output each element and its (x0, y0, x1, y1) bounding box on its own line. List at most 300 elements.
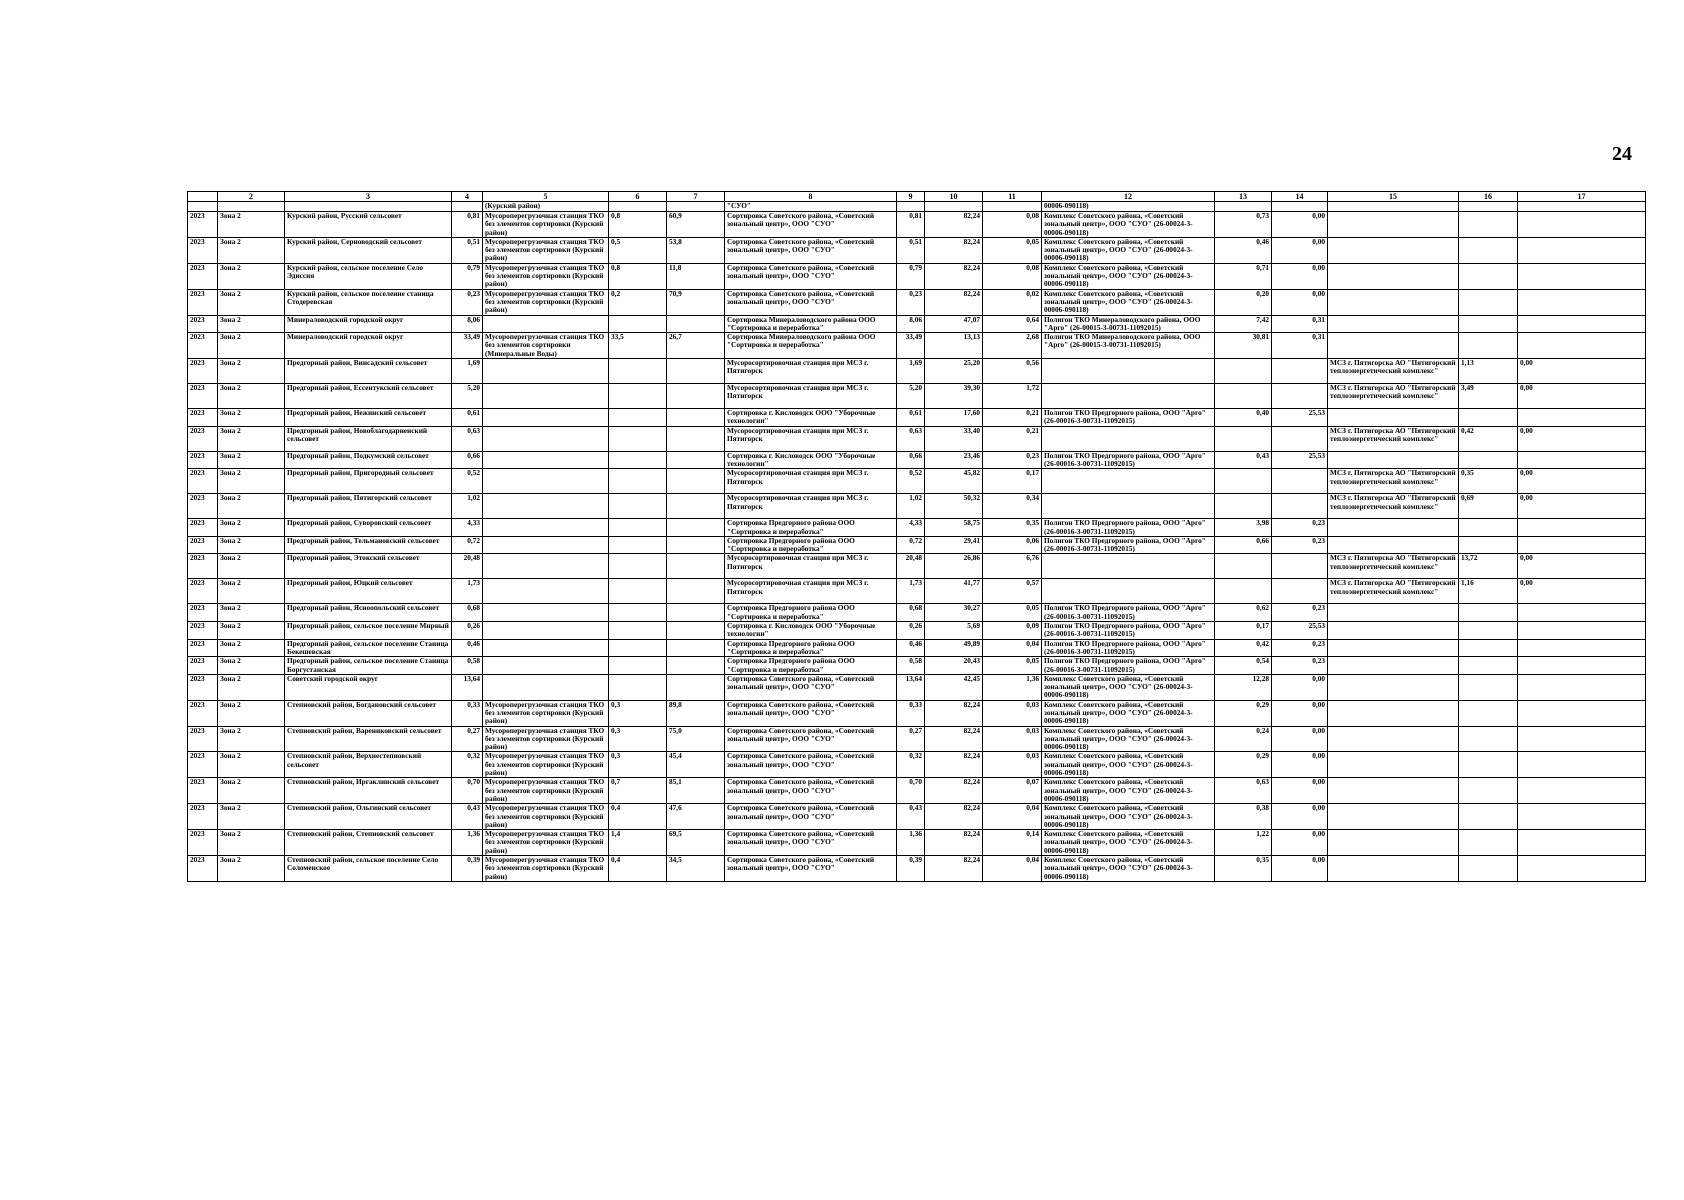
table-row (188, 778, 1646, 804)
table-cell-col-6 (609, 519, 667, 537)
table-cell-col-6: 33,5 (609, 333, 667, 359)
table-row (188, 639, 1646, 657)
table-cell-col-14: 0,00 (1272, 726, 1328, 752)
table-cell-col-16 (1459, 263, 1518, 289)
table-cell-col-1: 2023 (188, 830, 218, 856)
table-cell-col-16 (1459, 519, 1518, 537)
table-cell-col-10: 58,75 (925, 519, 983, 537)
table-cell-col-8: Сортировка Предгорного района ООО "Сортировка и переработка" (725, 519, 897, 537)
table-cell-col-17 (1518, 536, 1646, 554)
table-cell-col-10: 20,43 (925, 657, 983, 675)
table-cell-col-8: Сортировка Минераловодского района ООО "Сортировка и переработка" (725, 333, 897, 359)
table-cell-col-1: 2023 (188, 289, 218, 315)
column-header-7: 7 (667, 192, 725, 202)
table-cell-col-13: 0,43 (1215, 451, 1272, 469)
table-cell-col-7 (667, 469, 725, 494)
table-cell-col-5: Мусороперегрузочная станция ТКО без элементов сортировки (Курский район) (483, 804, 609, 830)
table-cell-col-6 (609, 469, 667, 494)
column-header-row (188, 192, 1646, 202)
table-cell-col-8: Мусоросортировочная станция при МСЗ г. Пятигорск (725, 554, 897, 579)
table-cell-col-6 (609, 426, 667, 451)
table-cell-col-3: Предгорный район, Суворовский сельсовет (285, 519, 452, 537)
table-cell-col-9: 0,23 (897, 289, 925, 315)
table-row (188, 674, 1646, 700)
table-cell-col-2: Зона 2 (218, 804, 285, 830)
table-cell-col-8: Сортировка Советского района, «Советский зональный центр», ООО "СУО" (725, 700, 897, 726)
table-cell-col-14 (1272, 579, 1328, 604)
table-cell-col-7: 85,1 (667, 778, 725, 804)
table-cell-col-8: Сортировка Советского района, «Советский зональный центр», ООО "СУО" (725, 830, 897, 856)
table-cell-col-17 (1518, 856, 1646, 882)
table-cell-col-11: 0,04 (983, 856, 1042, 882)
table-cell-col-12: Комплекс Советского района, «Советский зональный центр», ООО "СУО" (26-00024-3-00006-090118) (1042, 752, 1215, 778)
table-cell-col-16 (1459, 202, 1518, 212)
table-row (188, 830, 1646, 856)
table-cell-col-5 (483, 639, 609, 657)
table-cell-col-13: 0,54 (1215, 657, 1272, 675)
table-cell-col-15 (1328, 604, 1459, 622)
table-cell-col-4: 5,20 (452, 384, 483, 409)
table-cell-col-7 (667, 315, 725, 333)
table-cell-col-2: Зона 2 (218, 315, 285, 333)
table-cell-col-8: Сортировка Советского района, «Советский зональный центр», ООО "СУО" (725, 804, 897, 830)
table-cell-col-1: 2023 (188, 315, 218, 333)
table-cell-col-15 (1328, 830, 1459, 856)
table-cell-col-7: 89,8 (667, 700, 725, 726)
table-cell-col-15 (1328, 752, 1459, 778)
table-cell-col-12: Полигон ТКО Минераловодского района, ООО "Арго" (26-00015-3-00731-11092015) (1042, 315, 1215, 333)
table-cell-col-9: 0,52 (897, 469, 925, 494)
table-row (188, 469, 1646, 494)
table-cell-col-7: 34,5 (667, 856, 725, 882)
table-cell-col-7 (667, 409, 725, 427)
table-cell-col-5: Мусороперегрузочная станция ТКО без элементов сортировки (Курский район) (483, 237, 609, 263)
table-cell-col-5 (483, 519, 609, 537)
table-cell-col-3: Предгорный район, Этокский сельсовет (285, 554, 452, 579)
table-cell-col-11: 0,21 (983, 426, 1042, 451)
table-row (188, 409, 1646, 427)
column-header-11: 11 (983, 192, 1042, 202)
table-cell-col-11: 0,08 (983, 263, 1042, 289)
table-cell-col-10: 23,46 (925, 451, 983, 469)
table-row (188, 536, 1646, 554)
page-number: 24 (1612, 143, 1632, 165)
table-cell-col-15 (1328, 657, 1459, 675)
table-cell-col-1: 2023 (188, 554, 218, 579)
table-cell-col-15 (1328, 212, 1459, 238)
table-cell-col-3: Предгорный район, Нежинский сельсовет (285, 409, 452, 427)
table-cell-col-14 (1272, 426, 1328, 451)
table-cell-col-17 (1518, 700, 1646, 726)
table-cell-col-11: 0,06 (983, 536, 1042, 554)
table-cell-col-4: 0,43 (452, 804, 483, 830)
table-cell-col-12: Полигон ТКО Предгорного района, ООО "Арго" (26-00016-3-00731-11092015) (1042, 657, 1215, 675)
table-cell-col-14: 0,00 (1272, 830, 1328, 856)
table-cell-col-10: 29,41 (925, 536, 983, 554)
table-cell-col-7 (667, 202, 725, 212)
table-cell-col-11: 0,05 (983, 237, 1042, 263)
table-cell-col-17 (1518, 451, 1646, 469)
table-cell-col-4: 0,26 (452, 622, 483, 640)
table-cell-col-14 (1272, 384, 1328, 409)
table-cell-col-10: 25,20 (925, 359, 983, 384)
table-cell-col-4: 1,02 (452, 494, 483, 519)
table-cell-col-13 (1215, 554, 1272, 579)
table-cell-col-13: 12,28 (1215, 674, 1272, 700)
table-cell-col-1: 2023 (188, 700, 218, 726)
table-cell-col-3 (285, 202, 452, 212)
table-cell-col-15 (1328, 409, 1459, 427)
table-cell-col-11: 0,57 (983, 579, 1042, 604)
table-cell-col-16 (1459, 700, 1518, 726)
table-cell-col-9: 1,02 (897, 494, 925, 519)
table-cell-col-1: 2023 (188, 426, 218, 451)
table-row (188, 451, 1646, 469)
column-header-2: 2 (218, 192, 285, 202)
table-cell-col-13: 0,42 (1215, 639, 1272, 657)
table-cell-col-9: 0,46 (897, 639, 925, 657)
table-cell-col-6 (609, 494, 667, 519)
table-cell-col-8: Мусоросортировочная станция при МСЗ г. Пятигорск (725, 494, 897, 519)
table-cell-col-2: Зона 2 (218, 536, 285, 554)
table-cell-col-3: Степновский район, Иргаклинский сельсовет (285, 778, 452, 804)
table-cell-col-4: 4,33 (452, 519, 483, 537)
table-cell-col-12: Комплекс Советского района, «Советский зональный центр», ООО "СУО" (26-00024-3-00006-090118) (1042, 778, 1215, 804)
table-cell-col-7 (667, 554, 725, 579)
table-cell-col-2: Зона 2 (218, 604, 285, 622)
table-cell-col-3: Минераловодский городской округ (285, 333, 452, 359)
table-cell-col-11: 0,14 (983, 830, 1042, 856)
table-cell-col-3: Курский район, сельское поселение станица Стодеревская (285, 289, 452, 315)
table-cell-col-2: Зона 2 (218, 639, 285, 657)
table-cell-col-8: Сортировка Предгорного района ООО "Сортировка и переработка" (725, 657, 897, 675)
table-cell-col-4: 20,48 (452, 554, 483, 579)
table-cell-col-7: 11,8 (667, 263, 725, 289)
table-cell-col-5: Мусороперегрузочная станция ТКО без элементов сортировки (Минеральные Воды) (483, 333, 609, 359)
table-cell-col-13: 0,17 (1215, 622, 1272, 640)
table-cell-col-3: Предгорный район, Тельмановский сельсовет (285, 536, 452, 554)
column-header-3: 3 (285, 192, 452, 202)
table-cell-col-6: 0,2 (609, 289, 667, 315)
table-cell-col-5 (483, 657, 609, 675)
table-cell-col-2: Зона 2 (218, 359, 285, 384)
table-cell-col-8: Сортировка Советского района, «Советский зональный центр», ООО "СУО" (725, 856, 897, 882)
table-cell-col-4: 0,81 (452, 212, 483, 238)
table-cell-col-3: Предгорный район, Винсадский сельсовет (285, 359, 452, 384)
table-cell-col-5 (483, 384, 609, 409)
table-cell-col-9: 1,69 (897, 359, 925, 384)
table-cell-col-15 (1328, 726, 1459, 752)
table-cell-col-6 (609, 359, 667, 384)
table-cell-col-16 (1459, 212, 1518, 238)
table-cell-col-3: Советский городской округ (285, 674, 452, 700)
table-cell-col-5 (483, 622, 609, 640)
table-cell-col-15: МСЗ г. Пятигорска АО "Пятигорский теплоэнергетический комплекс" (1328, 494, 1459, 519)
table-cell-col-13: 0,29 (1215, 700, 1272, 726)
table-cell-col-10: 82,24 (925, 804, 983, 830)
table-cell-col-16: 1,16 (1459, 579, 1518, 604)
table-cell-col-14 (1272, 202, 1328, 212)
table-cell-col-11: 2,68 (983, 333, 1042, 359)
table-cell-col-17 (1518, 778, 1646, 804)
table-cell-col-14 (1272, 494, 1328, 519)
table-cell-col-6 (609, 451, 667, 469)
table-cell-col-1: 2023 (188, 726, 218, 752)
column-header-8: 8 (725, 192, 897, 202)
table-row (188, 519, 1646, 537)
table-cell-col-10: 82,24 (925, 263, 983, 289)
table-cell-col-10: 82,24 (925, 830, 983, 856)
table-cell-col-4: 0,66 (452, 451, 483, 469)
table-cell-col-7: 69,5 (667, 830, 725, 856)
table-cell-col-9: 0,27 (897, 726, 925, 752)
table-cell-col-15: МСЗ г. Пятигорска АО "Пятигорский теплоэнергетический комплекс" (1328, 359, 1459, 384)
table-cell-col-17 (1518, 830, 1646, 856)
table-cell-col-11: 0,17 (983, 469, 1042, 494)
table-cell-col-12: Полигон ТКО Предгорного района, ООО "Арго" (26-00016-3-00731-11092015) (1042, 622, 1215, 640)
table-cell-col-1: 2023 (188, 494, 218, 519)
table-cell-col-14: 25,53 (1272, 409, 1328, 427)
table-cell-col-12 (1042, 384, 1215, 409)
table-cell-col-12: Комплекс Советского района, «Советский зональный центр», ООО "СУО" (26-00024-3-00006-090118) (1042, 830, 1215, 856)
table-cell-col-4: 0,68 (452, 604, 483, 622)
table-cell-col-6: 0,3 (609, 726, 667, 752)
table-cell-col-4: 0,32 (452, 752, 483, 778)
table-cell-col-2: Зона 2 (218, 622, 285, 640)
table-cell-col-3: Предгорный район, сельское поселение Станица Боргустанская (285, 657, 452, 675)
table-cell-col-9: 8,06 (897, 315, 925, 333)
table-cell-col-5: Мусороперегрузочная станция ТКО без элементов сортировки (Курский район) (483, 752, 609, 778)
table-cell-col-4: 1,73 (452, 579, 483, 604)
table-cell-col-6: 0,4 (609, 856, 667, 882)
table-cell-col-1: 2023 (188, 804, 218, 830)
table-cell-col-15 (1328, 700, 1459, 726)
table-cell-col-5 (483, 604, 609, 622)
table-cell-col-17: 0,00 (1518, 426, 1646, 451)
column-header-4: 4 (452, 192, 483, 202)
table-cell-col-16 (1459, 778, 1518, 804)
table-row (188, 426, 1646, 451)
table-cell-col-4 (452, 202, 483, 212)
table-cell-col-9: 0,61 (897, 409, 925, 427)
table-cell-col-15 (1328, 237, 1459, 263)
table-cell-col-3: Степновский район, Степновский сельсовет (285, 830, 452, 856)
table-cell-col-7 (667, 579, 725, 604)
table-cell-col-9: 0,81 (897, 212, 925, 238)
table-cell-col-6: 0,8 (609, 263, 667, 289)
table-cell-col-15 (1328, 778, 1459, 804)
table-cell-col-8: Сортировка Предгорного района ООО "Сортировка и переработка" (725, 536, 897, 554)
table-cell-col-9: 0,79 (897, 263, 925, 289)
table-cell-col-9: 0,63 (897, 426, 925, 451)
table-cell-col-4: 13,64 (452, 674, 483, 700)
table-cell-col-16: 13,72 (1459, 554, 1518, 579)
table-cell-col-15 (1328, 519, 1459, 537)
table-cell-col-2 (218, 202, 285, 212)
table-cell-col-3: Минераловодский городской округ (285, 315, 452, 333)
table-cell-col-7: 26,7 (667, 333, 725, 359)
table-cell-col-3: Предгорный район, Ясноопольский сельсовет (285, 604, 452, 622)
table-cell-col-5: Мусороперегрузочная станция ТКО без элементов сортировки (Курский район) (483, 289, 609, 315)
table-row (188, 804, 1646, 830)
table-row (188, 212, 1646, 238)
table-cell-col-6 (609, 674, 667, 700)
table-cell-col-9: 0,39 (897, 856, 925, 882)
table-cell-col-14: 0,23 (1272, 536, 1328, 554)
table-cell-col-5: (Курский район) (483, 202, 609, 212)
table-cell-col-5: Мусороперегрузочная станция ТКО без элементов сортировки (Курский район) (483, 263, 609, 289)
table-cell-col-1: 2023 (188, 237, 218, 263)
table-cell-col-1: 2023 (188, 604, 218, 622)
table-row (188, 202, 1646, 212)
table-cell-col-12 (1042, 494, 1215, 519)
table-cell-col-16 (1459, 639, 1518, 657)
table-cell-col-2: Зона 2 (218, 519, 285, 537)
table-cell-col-11: 0,56 (983, 359, 1042, 384)
table-cell-col-10 (925, 202, 983, 212)
table-cell-col-14: 0,23 (1272, 604, 1328, 622)
table-cell-col-3: Степновский район, Варениковский сельсовет (285, 726, 452, 752)
table-cell-col-12 (1042, 469, 1215, 494)
table-cell-col-17: 0,00 (1518, 359, 1646, 384)
table-cell-col-7 (667, 426, 725, 451)
table-cell-col-16 (1459, 451, 1518, 469)
table-cell-col-15 (1328, 856, 1459, 882)
table-cell-col-15 (1328, 674, 1459, 700)
table-cell-col-11: 0,35 (983, 519, 1042, 537)
table-cell-col-15 (1328, 639, 1459, 657)
table-cell-col-13: 30,81 (1215, 333, 1272, 359)
table-cell-col-10: 41,77 (925, 579, 983, 604)
table-cell-col-13: 3,98 (1215, 519, 1272, 537)
table-cell-col-13 (1215, 494, 1272, 519)
table-cell-col-2: Зона 2 (218, 830, 285, 856)
table-cell-col-17 (1518, 212, 1646, 238)
table-cell-col-4: 0,33 (452, 700, 483, 726)
column-header-16: 16 (1459, 192, 1518, 202)
table-cell-col-17 (1518, 289, 1646, 315)
table-cell-col-7 (667, 622, 725, 640)
table-cell-col-5: Мусороперегрузочная станция ТКО без элементов сортировки (Курский район) (483, 700, 609, 726)
table-cell-col-2: Зона 2 (218, 554, 285, 579)
table-cell-col-7 (667, 536, 725, 554)
table-cell-col-5: Мусороперегрузочная станция ТКО без элементов сортировки (Курский район) (483, 212, 609, 238)
table-body (188, 202, 1646, 882)
table-cell-col-17 (1518, 674, 1646, 700)
table-cell-col-4: 1,69 (452, 359, 483, 384)
table-cell-col-13: 0,62 (1215, 604, 1272, 622)
table-cell-col-11 (983, 202, 1042, 212)
table-cell-col-5 (483, 426, 609, 451)
table-cell-col-4: 0,63 (452, 426, 483, 451)
table-row (188, 700, 1646, 726)
table-cell-col-12 (1042, 359, 1215, 384)
table-cell-col-6 (609, 202, 667, 212)
table-cell-col-12: Комплекс Советского района, «Советский зональный центр», ООО "СУО" (26-00024-3-00006-090118) (1042, 726, 1215, 752)
table-cell-col-12: Полигон ТКО Предгорного района, ООО "Арго" (26-00016-3-00731-11092015) (1042, 451, 1215, 469)
table-cell-col-6: 0,4 (609, 804, 667, 830)
table-cell-col-8: Мусоросортировочная станция при МСЗ г. Пятигорск (725, 359, 897, 384)
table-cell-col-6 (609, 622, 667, 640)
table-cell-col-5 (483, 494, 609, 519)
column-header-10: 10 (925, 192, 983, 202)
table-cell-col-14: 0,00 (1272, 212, 1328, 238)
table-cell-col-3: Предгорный район, Новоблагодарненский сельсовет (285, 426, 452, 451)
table-cell-col-7 (667, 657, 725, 675)
table-cell-col-5 (483, 359, 609, 384)
table-cell-col-4: 0,39 (452, 856, 483, 882)
column-header-6: 6 (609, 192, 667, 202)
table-cell-col-10: 82,24 (925, 726, 983, 752)
table-cell-col-14: 0,00 (1272, 752, 1328, 778)
data-table-container (187, 191, 1645, 882)
table-cell-col-12: Комплекс Советского района, «Советский зональный центр», ООО "СУО" (26-00024-3-00006-090118) (1042, 700, 1215, 726)
table-row (188, 856, 1646, 882)
table-cell-col-14: 25,53 (1272, 451, 1328, 469)
table-cell-col-11: 0,07 (983, 778, 1042, 804)
table-cell-col-12 (1042, 426, 1215, 451)
table-cell-col-13 (1215, 384, 1272, 409)
table-cell-col-2: Зона 2 (218, 657, 285, 675)
table-cell-col-9: 1,73 (897, 579, 925, 604)
table-cell-col-12: Комплекс Советского района, «Советский зональный центр», ООО "СУО" (26-00024-3-00006-090118) (1042, 289, 1215, 315)
table-cell-col-8: Сортировка Предгорного района ООО "Сортировка и переработка" (725, 639, 897, 657)
table-cell-col-13: 0,63 (1215, 778, 1272, 804)
table-cell-col-5: Мусороперегрузочная станция ТКО без элементов сортировки (Курский район) (483, 778, 609, 804)
table-row (188, 752, 1646, 778)
table-cell-col-2: Зона 2 (218, 726, 285, 752)
table-cell-col-13: 0,20 (1215, 289, 1272, 315)
table-cell-col-8: Сортировка Минераловодского района ООО "Сортировка и переработка" (725, 315, 897, 333)
table-cell-col-16 (1459, 289, 1518, 315)
table-cell-col-4: 0,58 (452, 657, 483, 675)
table-cell-col-17 (1518, 237, 1646, 263)
column-header-15: 15 (1328, 192, 1459, 202)
table-cell-col-13: 0,35 (1215, 856, 1272, 882)
table-cell-col-4: 0,46 (452, 639, 483, 657)
table-cell-col-16: 0,42 (1459, 426, 1518, 451)
table-cell-col-7: 70,9 (667, 289, 725, 315)
table-cell-col-14: 0,00 (1272, 674, 1328, 700)
table-row (188, 359, 1646, 384)
table-row (188, 263, 1646, 289)
table-cell-col-11: 0,02 (983, 289, 1042, 315)
table-cell-col-9: 33,49 (897, 333, 925, 359)
table-cell-col-13: 0,71 (1215, 263, 1272, 289)
table-cell-col-1: 2023 (188, 469, 218, 494)
table-cell-col-9: 4,33 (897, 519, 925, 537)
table-cell-col-4: 0,27 (452, 726, 483, 752)
table-cell-col-1: 2023 (188, 752, 218, 778)
table-cell-col-1 (188, 202, 218, 212)
table-cell-col-10: 13,13 (925, 333, 983, 359)
column-header-14: 14 (1272, 192, 1328, 202)
table-cell-col-8: Сортировка Советского района, «Советский зональный центр», ООО "СУО" (725, 289, 897, 315)
table-cell-col-2: Зона 2 (218, 494, 285, 519)
table-cell-col-10: 82,24 (925, 856, 983, 882)
table-cell-col-13: 0,24 (1215, 726, 1272, 752)
table-cell-col-9: 0,26 (897, 622, 925, 640)
table-cell-col-6: 0,7 (609, 778, 667, 804)
table-cell-col-12: Комплекс Советского района, «Советский зональный центр», ООО "СУО" (26-00024-3-00006-090118) (1042, 856, 1215, 882)
table-cell-col-14: 0,00 (1272, 700, 1328, 726)
table-cell-col-15 (1328, 451, 1459, 469)
table-cell-col-13: 1,22 (1215, 830, 1272, 856)
table-cell-col-16 (1459, 333, 1518, 359)
table-cell-col-14: 0,00 (1272, 237, 1328, 263)
table-cell-col-3: Степновский район, Верхнестепновский сельсовет (285, 752, 452, 778)
table-cell-col-8: Сортировка Советского района, «Советский зональный центр», ООО "СУО" (725, 674, 897, 700)
